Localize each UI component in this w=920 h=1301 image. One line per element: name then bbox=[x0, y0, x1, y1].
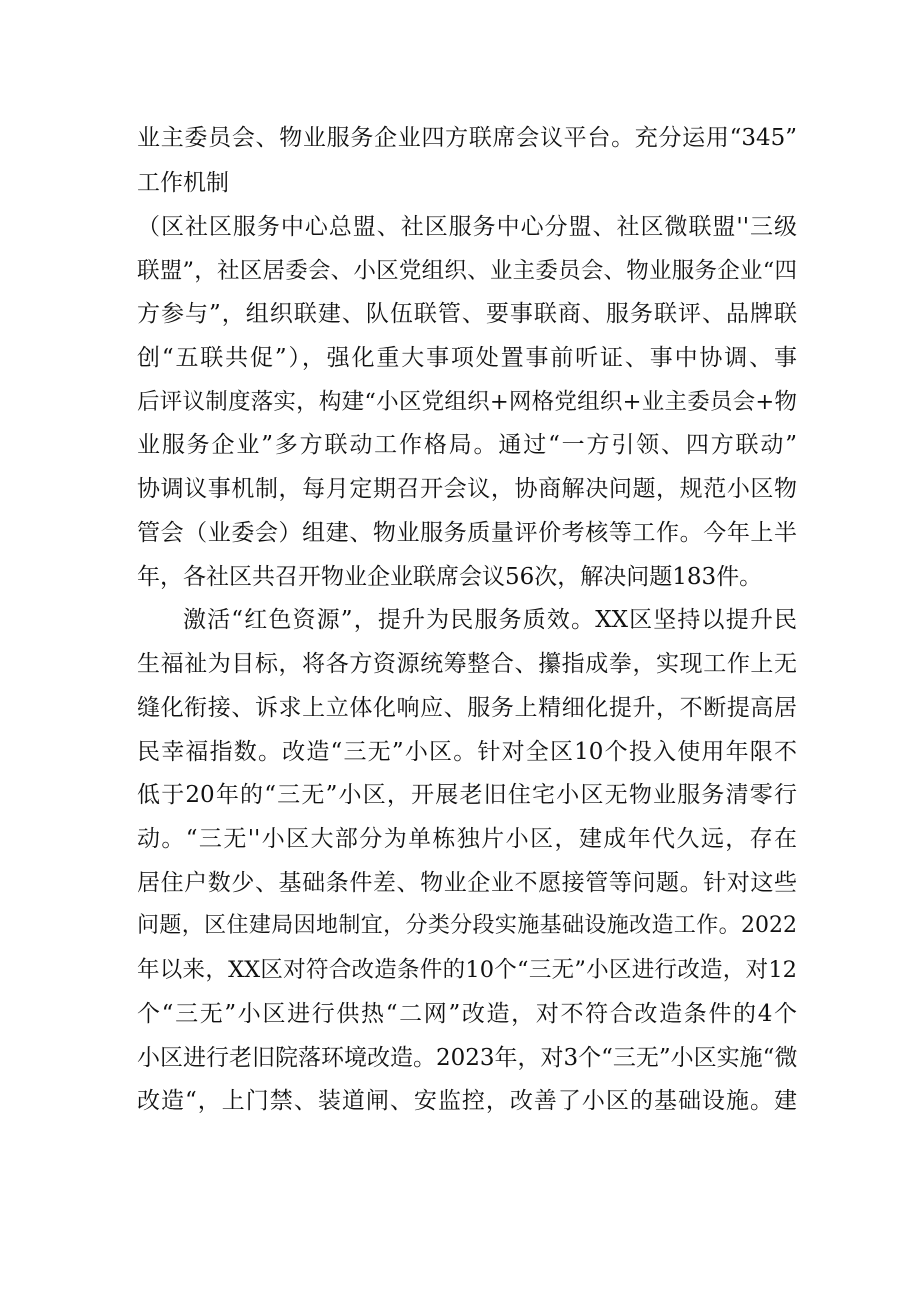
text-line: 改造“，上门禁、装道闸、安监控，改善了小区的基础设施。建 bbox=[137, 1088, 797, 1114]
text-line: 后评议制度落实，构建“小区党组织+网格党组织+业主委员会+物 bbox=[137, 389, 797, 415]
text-line: 个“三无”小区进行供热“二网”改造，对不符合改造条件的4个 bbox=[137, 1001, 797, 1027]
text-line: 管会（业委会）组建、物业服务质量评价考核等工作。今年上半 bbox=[137, 520, 797, 546]
paragraph-first-line: 激活“红色资源”，提升为民服务质效。XX区坚持以提升民 bbox=[183, 607, 797, 633]
text-line: （区社区服务中心总盟、社区服务中心分盟、社区微联盟''三级 bbox=[137, 214, 797, 240]
text-line: 创“五联共促”），强化重大事项处置事前听证、事中协调、事 bbox=[137, 345, 797, 371]
text-line: 联盟”，社区居委会、小区党组织、业主委员会、物业服务企业“四 bbox=[137, 258, 797, 284]
text-line: 生福祉为目标，将各方资源统筹整合、攥指成拳，实现工作上无 bbox=[137, 651, 797, 677]
text-line: 问题，区住建局因地制宜，分类分段实施基础设施改造工作。2022 bbox=[137, 913, 797, 938]
text-line: 动。“三无''小区大部分为单栋独片小区，建成年代久远，存在 bbox=[137, 826, 797, 852]
text-line: 业服务企业”多方联动工作格局。通过“一方引领、四方联动” bbox=[137, 432, 797, 458]
text-line: 年以来，XX区对符合改造条件的10个“三无”小区进行改造，对12 bbox=[137, 957, 797, 983]
text-line: 缝化衔接、诉求上立体化响应、服务上精细化提升，不断提高居 bbox=[137, 695, 797, 721]
text-line: 小区进行老旧院落环境改造。2023年，对3个“三无”小区实施“微 bbox=[137, 1045, 798, 1071]
text-line: 低于20年的“三无”小区，开展老旧住宅小区无物业服务清零行 bbox=[137, 782, 797, 808]
text-line: 业主委员会、物业服务企业四方联席会议平台。充分运用“345” bbox=[137, 125, 797, 151]
text-line: 工作机制 bbox=[137, 170, 229, 196]
text-line: 民幸福指数。改造“三无”小区。针对全区10个投入使用年限不 bbox=[137, 739, 797, 765]
text-line: 居住户数少、基础条件差、物业企业不愿接管等问题。针对这些 bbox=[137, 870, 797, 896]
text-line: 年，各社区共召开物业企业联席会议56次，解决问题183件。 bbox=[137, 564, 763, 590]
text-line: 方参与”，组织联建、队伍联管、要事联商、服务联评、品牌联 bbox=[137, 301, 797, 327]
text-line: 协调议事机制，每月定期召开会议，协商解决问题，规范小区物 bbox=[137, 476, 797, 502]
